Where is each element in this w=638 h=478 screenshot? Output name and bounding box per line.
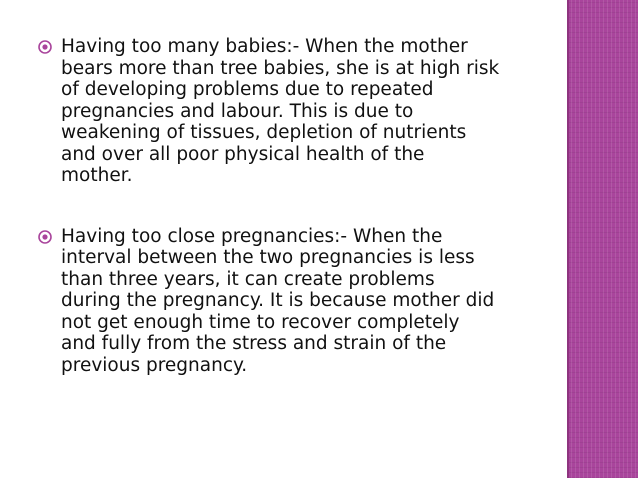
target-bullet-icon xyxy=(38,40,52,54)
bullet-text: Having too many babies:- When the mother bears more than tree babies, she is at high risk of developing problems due to repeated pregnancies and labour. This is due to weakening of tissues, depletion of nutrients and over all poor physical health of the mother. xyxy=(61,36,500,186)
bullet-item-too-many-babies xyxy=(38,36,553,187)
target-bullet-icon xyxy=(38,230,52,244)
decorative-side-bar xyxy=(567,0,638,478)
side-bar-edge xyxy=(567,0,569,478)
bullet-list xyxy=(38,36,553,376)
bullet-text: Having too close pregnancies:- When the interval between the two pregnancies is less than three years, it can create problems during the pregnancy. It is because mother did not get enough time to recover completely and fully from the stress and strain of the previous pregnancy. xyxy=(61,225,495,376)
bullet-item-too-close-pregnancies xyxy=(38,226,553,377)
